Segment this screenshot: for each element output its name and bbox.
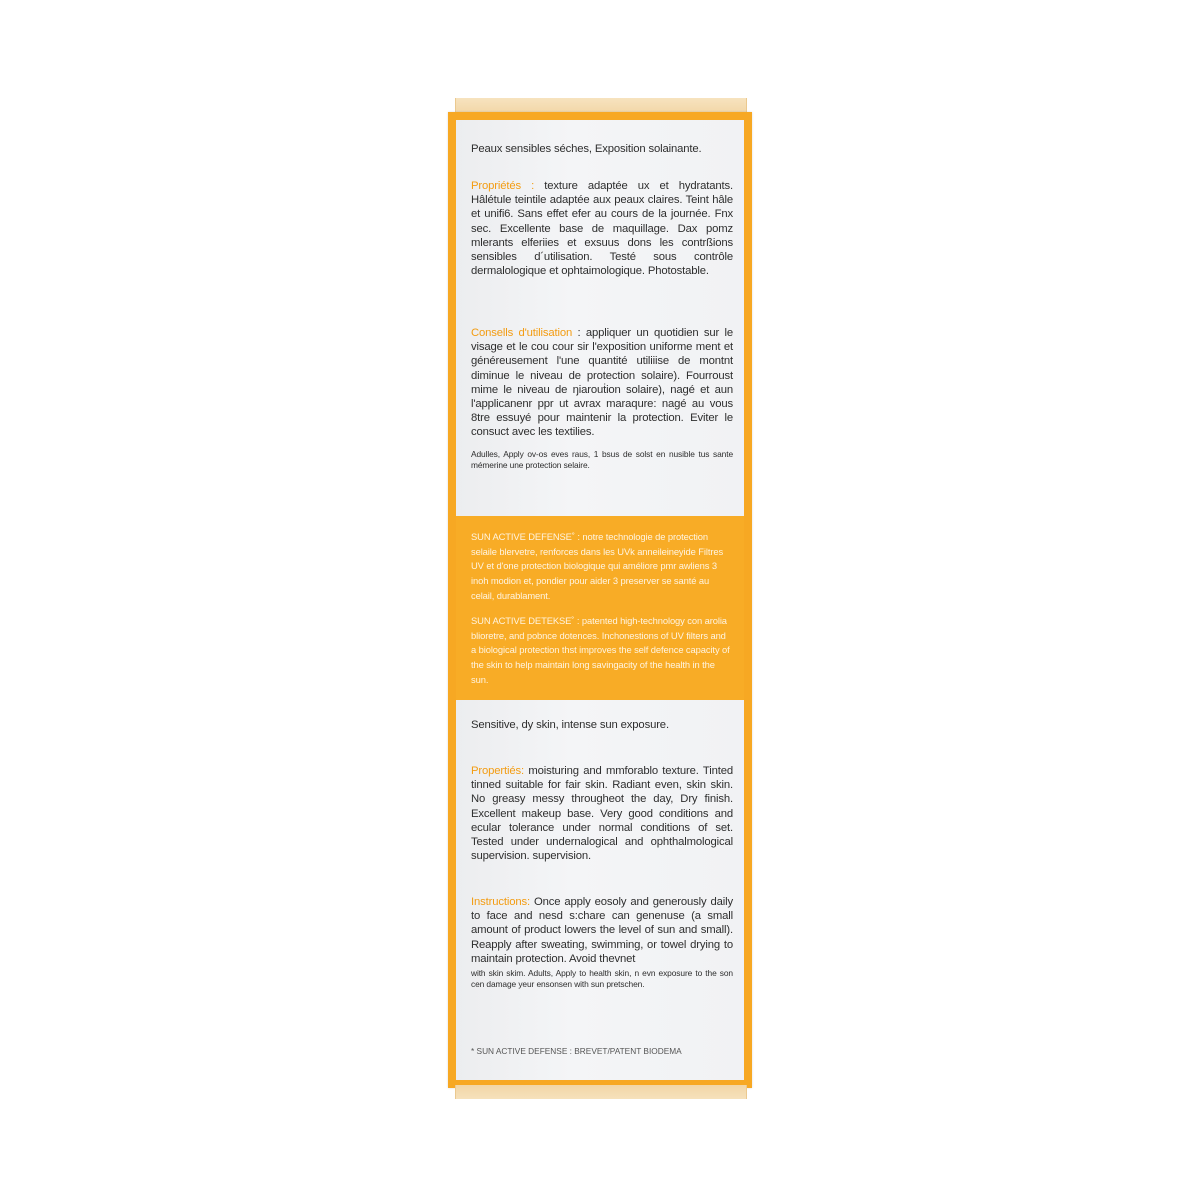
fr-usage-small: Adulles, Apply ov-os eves raus, 1 bsus de solst en nusible tus sante mémerine une protection selaire. [471,449,733,471]
fr-usage-text: : appliquer un quotidien sur le visage et le cou cour sir l'exposition uniforme ment et généreusement l'une quantité utiliiise de montnt diminue le niveau de protection solaire). Fourroust mime le niveau de ŋiarouṫion solaire), nagé et aun l'applicanenr ppr ut avrax maraqure: nagé au vous 8tre essuyé pour maintenir la protection. Eviter le consuct avec les textilies. [471,327,733,439]
en-properties-label: Propertiés: [471,765,524,777]
band-fr-body: : notre technologie de protection selaile blervetre, renforces dans les UVk anneileineyide Filtres UV et d'one protection biologique qui améliore pmr awliens 3 inoh modion et, pondier pour aider 3 preserver se santé au celail, durablament. [471,531,724,601]
en-intro: Sensitive, dy skin, intense sun exposure. [471,719,669,731]
fr-usage-label: Consells d'utilisation [471,327,573,339]
fr-properties-label: Propriétés : [471,180,535,192]
band-en-label: SUN ACTIVE DETEKSE˚ [471,615,575,626]
band-en-text [471,614,733,688]
en-properties-text: moisturing and mmforablo texture. Tinted tinned suitable for fair skin. Radiant even, skin skin. No greasy messy througheot the day, Dry finish. Excellent makeup base. Very good conditions and ecular tolerance under normal conditions of set. Tested under undernalogical and ophthalmological supervision. supervision. [471,765,733,863]
en-instructions-text: Once apply eosoly and generously daily to face and nesd s:chare can genenuse (a small amount of product lowers the level of sun and small). Reapply after sweating, swimming, or towel drying to maintain protection. Avoid thevnet [471,896,733,965]
fr-intro: Peaux sensibles séches, Exposition solainante. [471,143,702,155]
en-instructions-small: with skin skim. Adults, Apply to health skin, n evn exposure to the son cen damage yeur ensonsen with sun pretschen. [471,968,733,990]
band-en-body: : patented high-technology con arolia blioretre, and pobnce dotences. Inchonestions of UV filters and a biological protection thst improves the self defence capacity of the skin to help maintain long savingacity of the health in the sun. [471,615,730,685]
fr-properties [471,179,733,278]
english-text-panel [456,700,744,1080]
band-fr-text [471,530,733,604]
fr-properties-text: texture adaptée ux et hydratants. Hâlétule teintile adaptée aux peaux claires. Teint hâle et unifi6. Sans effet efer au cours de la journée. Fnx sec. Excellente base de maquillage. Dax pomz mlerants elferiies et exsuus dons les contrßions sensibles d´utilisation. Testé sous contrôle dermalologique et ophtaimologique. Photostable. [471,180,733,278]
fr-usage [471,326,733,440]
en-instructions-label: Instructions: [471,896,530,908]
en-properties [471,764,733,863]
box-bottom-flap [455,1085,747,1099]
patent-footnote: * SUN ACTIVE DEFENSE : BREVET/PATENT BIODEMA [471,1046,682,1056]
band-fr-label: SUN ACTIVE DEFENSE˚ [471,531,575,542]
en-instructions [471,895,733,966]
